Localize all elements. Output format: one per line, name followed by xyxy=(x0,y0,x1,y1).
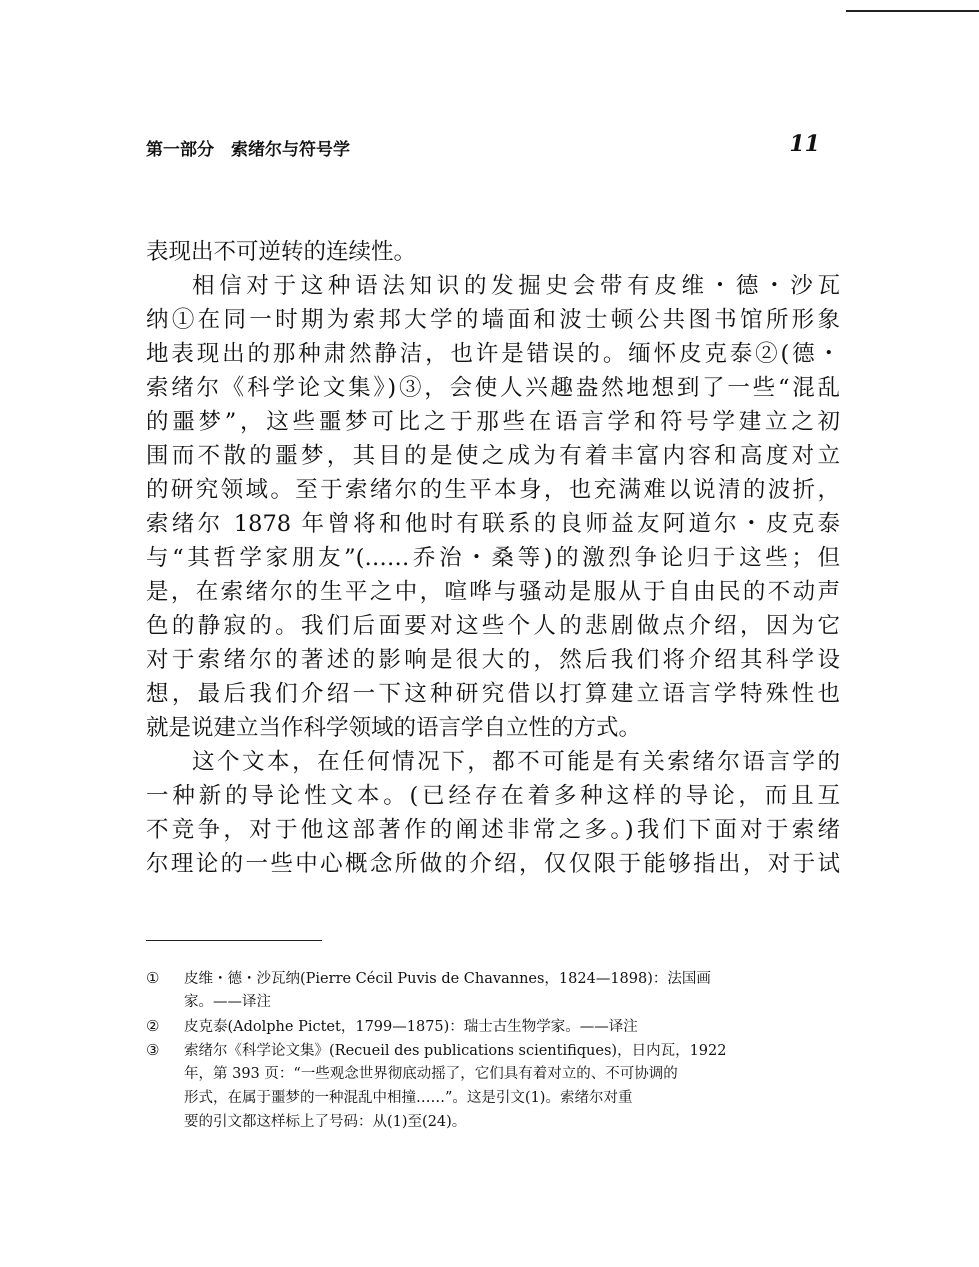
body-text xyxy=(146,235,840,881)
body-line: 纳①在同一时期为索邦大学的墙面和波士顿公共图书馆所形象 xyxy=(146,307,840,333)
body-line: 是，在索绪尔的生平之中，喧哗与骚动是服从于自由民的不动声 xyxy=(146,579,840,605)
body-line: 这个文本，在任何情况下，都不可能是有关索绪尔语言学的 xyxy=(192,749,840,775)
footnote-text: 皮维・德・沙瓦纳(Pierre Cécil Puvis de Chavannes，1824—1898)：法国画 xyxy=(184,971,711,987)
footnote-text: 家。——译注 xyxy=(184,994,271,1010)
body-line: 不竞争，对于他这部著作的阐述非常之多。)我们下面对于索绪 xyxy=(146,817,840,843)
footnote-1 xyxy=(146,966,844,1014)
body-line: 围而不散的噩梦，其目的是使之成为有着丰富内容和高度对立 xyxy=(146,443,840,469)
section-title: 第一部分 索绪尔与符号学 xyxy=(146,140,350,160)
footnote-text: 皮克泰(Adolphe Pictet，1799—1875)：瑞士古生物学家。——译注 xyxy=(184,1019,638,1035)
body-line: 尔理论的一些中心概念所做的介绍，仅仅限于能够指出，对于试 xyxy=(146,851,840,877)
body-line: 与“其哲学家朋友”(……乔治・桑等)的激烈争论归于这些；但 xyxy=(146,545,840,571)
footnote-text: 形式，在属于噩梦的一种混乱中相撞……”。这是引文(1)。索绪尔对重 xyxy=(184,1090,633,1106)
footnote-marker: ② xyxy=(146,1017,160,1035)
body-line: 的噩梦”，这些噩梦可比之于那些在语言学和符号学建立之初 xyxy=(146,409,840,435)
body-line: 色的静寂的。我们后面要对这些个人的悲剧做点介绍，因为它 xyxy=(146,613,840,639)
footnote-marker: ③ xyxy=(146,1041,160,1059)
page-number: 11 xyxy=(789,131,820,157)
body-line: 表现出不可逆转的连续性。 xyxy=(146,239,417,265)
footnote-text: 索绪尔《科学论文集》(Recueil des publications scientifiques)，日内瓦，1922 xyxy=(184,1043,727,1059)
running-header xyxy=(146,133,824,163)
footnote-3 xyxy=(146,1038,844,1134)
footnote-text: 要的引文都这样标上了号码：从(1)至(24)。 xyxy=(184,1114,467,1130)
footnote-separator xyxy=(146,940,322,941)
body-line: 就是说建立当作科学领域的语言学自立性的方式。 xyxy=(146,715,642,741)
body-line: 地表现出的那种肃然静洁，也许是错误的。缅怀皮克泰②(德・ xyxy=(146,341,840,367)
footnote-text: 年，第 393 页：“一些观念世界彻底动摇了，它们具有着对立的、不可协调的 xyxy=(184,1066,678,1082)
footnotes xyxy=(146,966,844,1134)
body-line: 对于索绪尔的著述的影响是很大的，然后我们将介绍其科学设 xyxy=(146,647,840,673)
footnote-marker: ① xyxy=(146,969,160,987)
body-line: 一种新的导论性文本。(已经存在着多种这样的导论，而且互 xyxy=(146,783,840,809)
footnote-2 xyxy=(146,1014,844,1038)
body-line: 索绪尔《科学论文集》)③，会使人兴趣盎然地想到了一些“混乱 xyxy=(146,375,840,401)
body-line: 索绪尔 1878 年曾将和他时有联系的良师益友阿道尔・皮克泰 xyxy=(146,511,840,537)
body-line: 的研究领域。至于索绪尔的生平本身，也充满难以说清的波折， xyxy=(146,477,840,503)
top-edge-rule xyxy=(846,10,979,12)
body-line: 相信对于这种语法知识的发掘史会带有皮维・德・沙瓦 xyxy=(192,273,840,299)
body-line: 想，最后我们介绍一下这种研究借以打算建立语言学特殊性也 xyxy=(146,681,840,707)
